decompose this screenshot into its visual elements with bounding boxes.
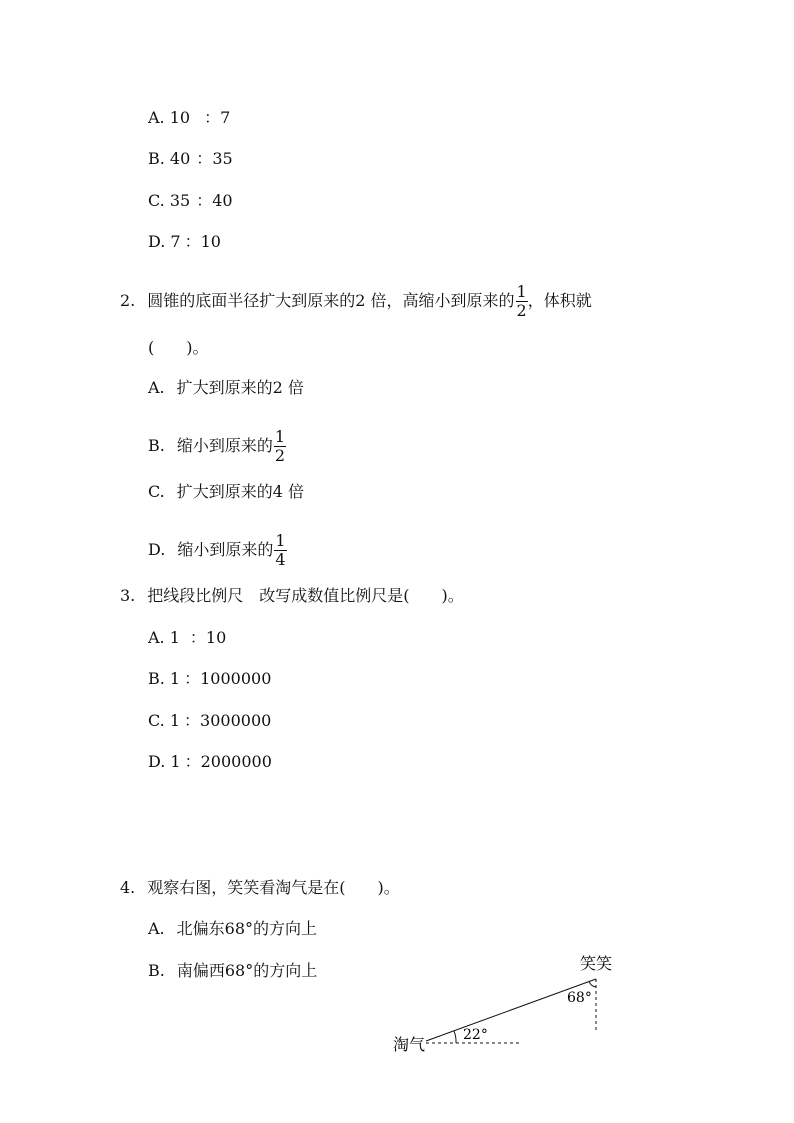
ratio-sign: ： bbox=[184, 669, 201, 688]
option-letter: A. 10 bbox=[148, 108, 191, 127]
option-letter: C. bbox=[148, 482, 165, 501]
option-letter: A. bbox=[148, 378, 165, 397]
option-letter: D. 1 bbox=[148, 752, 181, 771]
stem-text: 观察右图，笑笑看淘气是在( )。 bbox=[147, 878, 400, 897]
fraction-denominator: 2 bbox=[516, 301, 527, 320]
q2-blank: ( )。 bbox=[148, 338, 209, 357]
angle-arc-top bbox=[589, 981, 596, 987]
ratio-sign: ： bbox=[184, 711, 201, 730]
ratio-sign: ： bbox=[204, 108, 221, 127]
question-number: 4. bbox=[120, 878, 136, 897]
sight-line bbox=[426, 979, 596, 1041]
option-text: 北偏东68°的方向上 bbox=[176, 919, 318, 938]
option-value: 2000000 bbox=[200, 752, 272, 771]
angle-label-68: 68° bbox=[567, 990, 592, 1006]
option-letter: B. bbox=[148, 436, 165, 455]
stem-text: ，体积就 bbox=[527, 291, 592, 310]
label-taoqi: 淘气 bbox=[393, 1035, 426, 1054]
label-xiaoxiao: 笑笑 bbox=[580, 954, 613, 973]
option-text: 南偏西68°的方向上 bbox=[176, 961, 318, 980]
question-number: 2. bbox=[120, 291, 136, 310]
stem-text: 改写成数值比例尺是( )。 bbox=[259, 586, 464, 605]
fraction-denominator: 4 bbox=[275, 550, 286, 569]
option-text: 扩大到原来的4 倍 bbox=[176, 482, 305, 501]
option-letter: D. 7 bbox=[148, 232, 181, 251]
fraction-denominator: 2 bbox=[274, 446, 286, 465]
ratio-sign: ： bbox=[184, 232, 201, 251]
option-text: 缩小到原来的 bbox=[177, 540, 274, 559]
option-letter: C. 1 bbox=[148, 711, 181, 730]
ratio-sign: ： bbox=[189, 628, 206, 647]
option-value: 1000000 bbox=[200, 669, 272, 688]
option-value: 3000000 bbox=[200, 711, 272, 730]
option-letter: B. 40 bbox=[148, 149, 191, 168]
question-number: 3. bbox=[120, 586, 136, 605]
option-text: 缩小到原来的 bbox=[176, 436, 273, 455]
angle-arc-bottom bbox=[454, 1031, 456, 1043]
option-letter: B. 1 bbox=[148, 669, 181, 688]
option-value: 10 bbox=[205, 628, 227, 647]
option-value: 40 bbox=[212, 191, 233, 210]
option-value: 7 bbox=[220, 108, 231, 127]
ratio-sign: ： bbox=[196, 191, 213, 210]
option-letter: B. bbox=[148, 961, 165, 980]
stem-text: 把线段比例尺 bbox=[147, 586, 244, 605]
option-text: 扩大到原来的2 倍 bbox=[176, 378, 304, 397]
stem-text: 圆锥的底面半径扩大到原来的2 倍，高缩小到原来的 bbox=[147, 291, 515, 310]
ratio-sign: ： bbox=[184, 752, 201, 771]
fraction-numerator: 1 bbox=[274, 427, 286, 446]
option-value: 10 bbox=[200, 232, 221, 251]
option-letter: D. bbox=[148, 540, 166, 559]
fraction-numerator: 1 bbox=[275, 531, 286, 550]
option-value: 35 bbox=[212, 149, 233, 168]
ratio-sign: ： bbox=[196, 149, 213, 168]
option-letter: C. 35 bbox=[148, 191, 191, 210]
angle-label-22: 22° bbox=[463, 1027, 488, 1043]
fraction-numerator: 1 bbox=[516, 282, 527, 301]
option-letter: A. bbox=[148, 919, 165, 938]
option-letter: A. 1 bbox=[148, 628, 180, 647]
